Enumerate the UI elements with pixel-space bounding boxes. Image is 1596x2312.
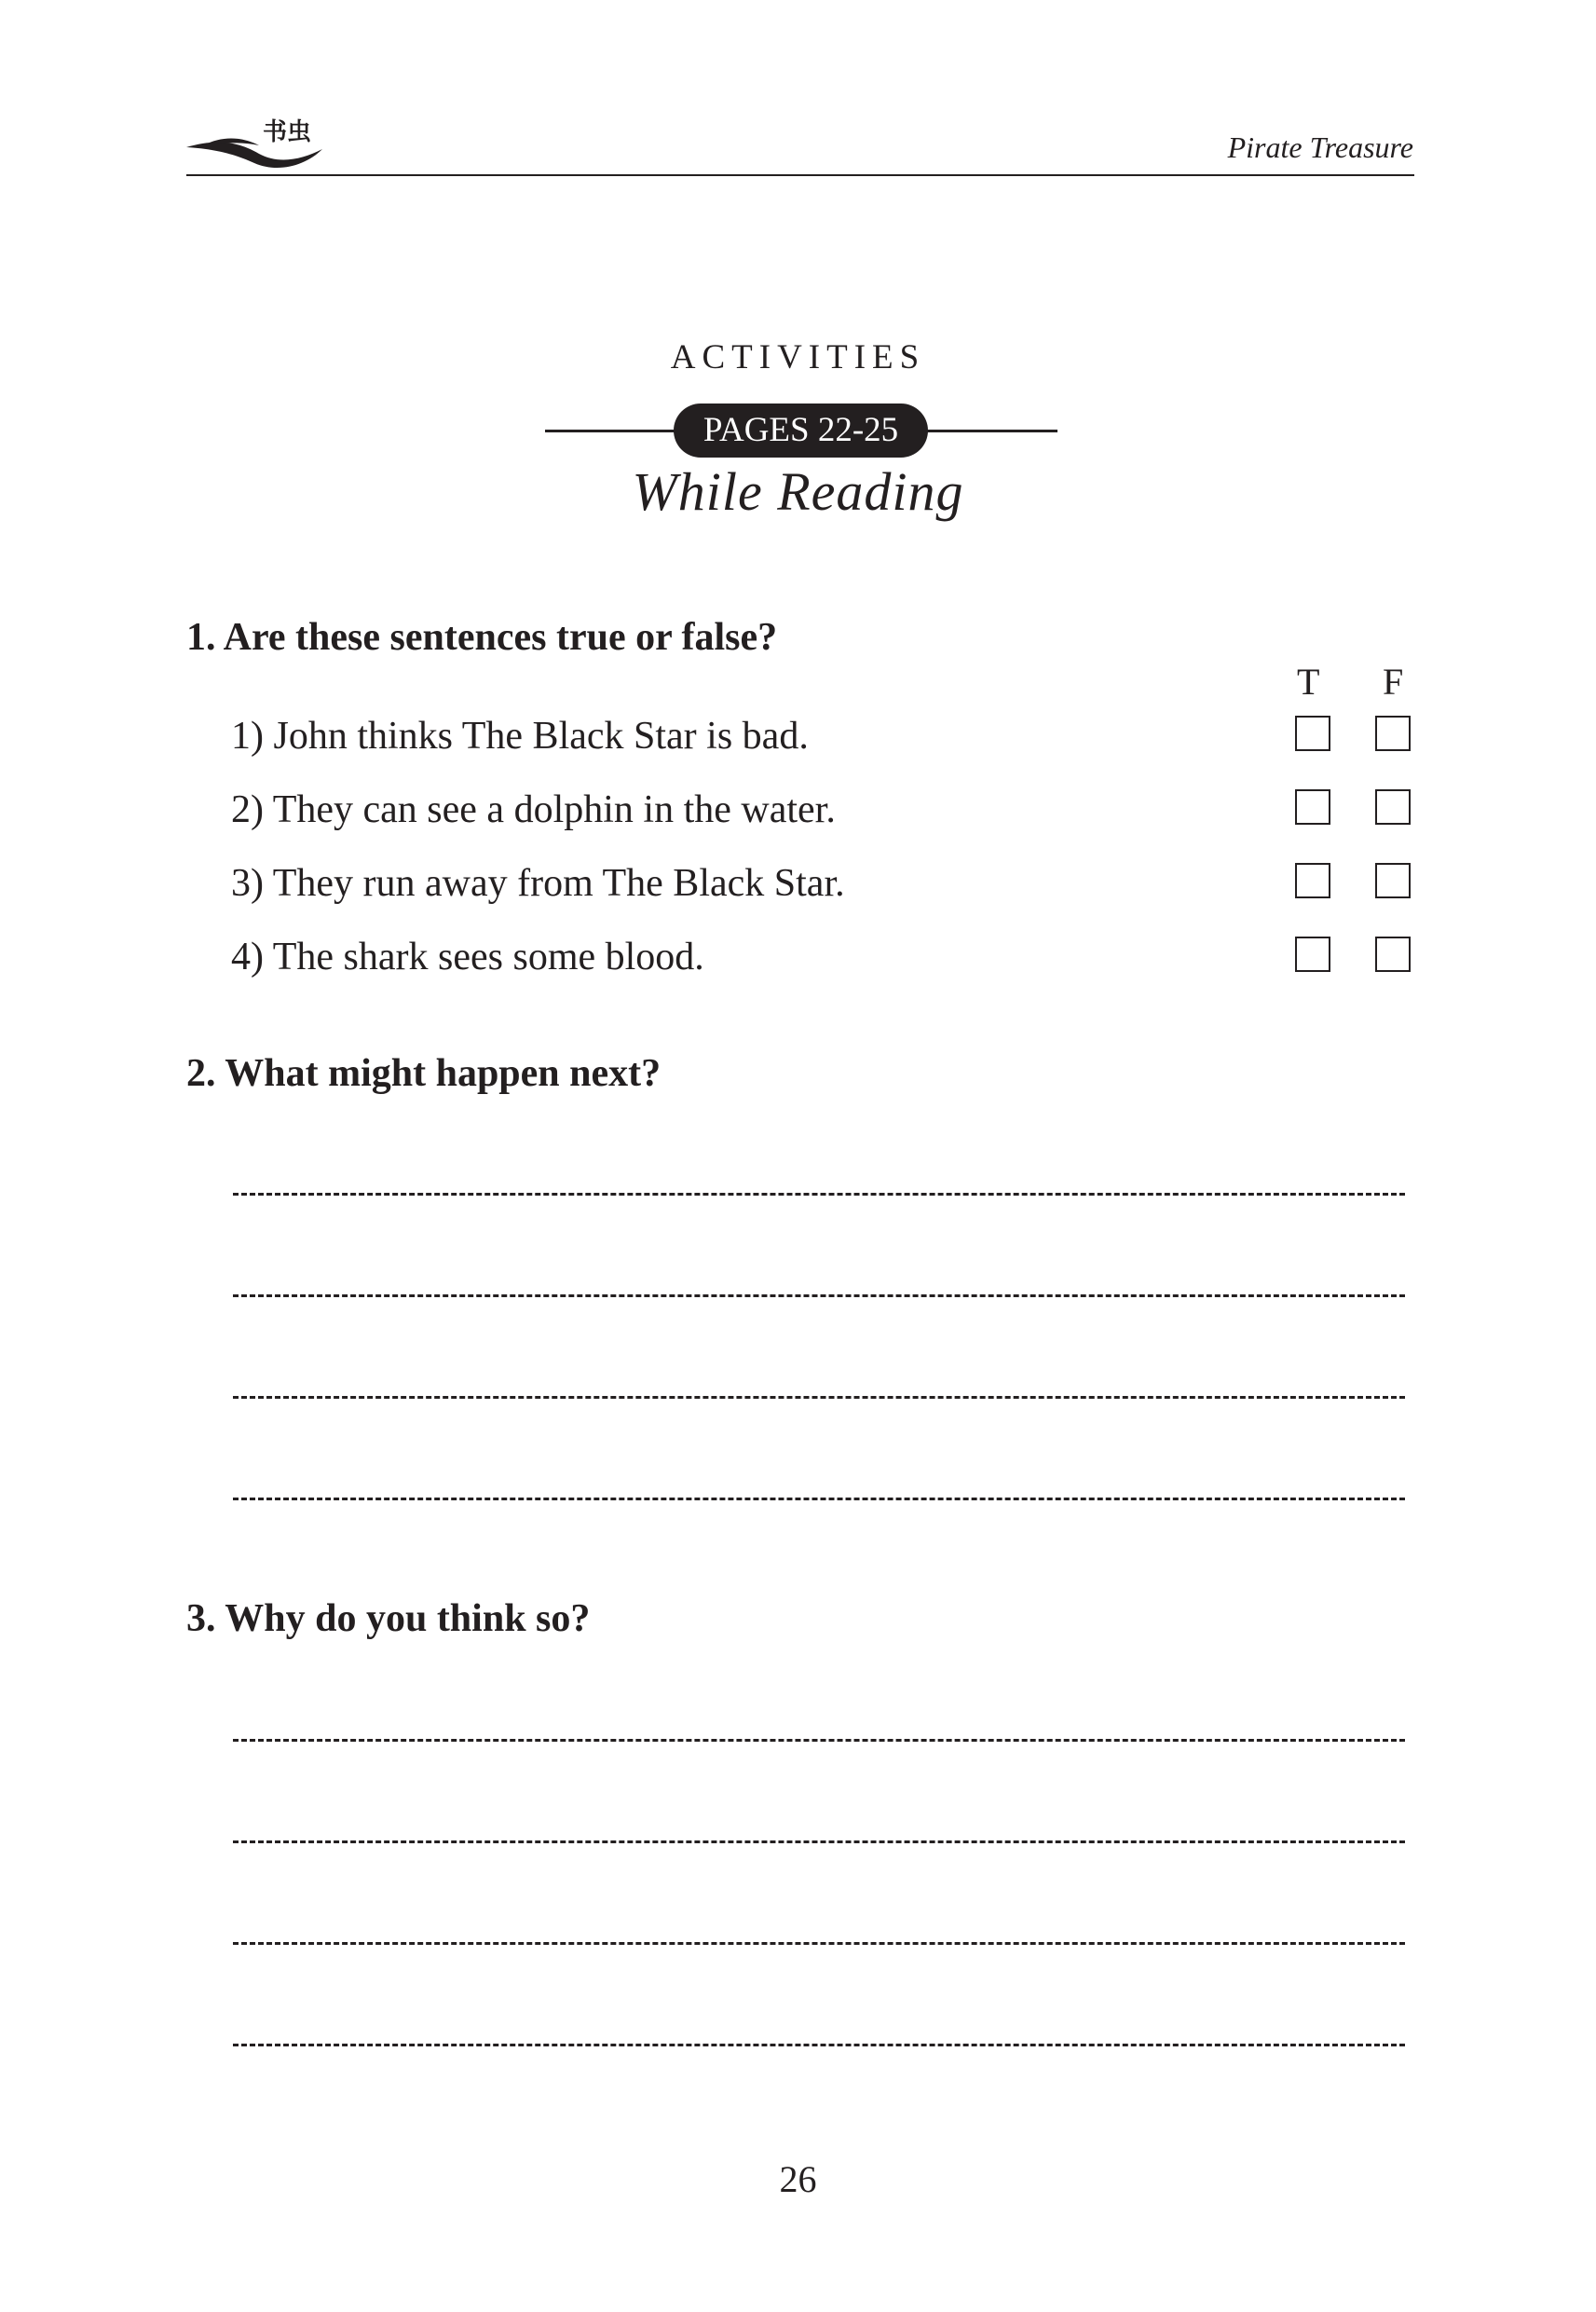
book-title: Pirate Treasure (1227, 130, 1413, 164)
question-3-title: 3. Why do you think so? (186, 1597, 591, 1640)
pages-badge: PAGES 22-25 (674, 404, 928, 458)
false-column-label: F (1383, 661, 1404, 703)
pages-rule-right (922, 430, 1057, 432)
statement-4: 4) The shark sees some blood. (231, 936, 704, 978)
question-2-title: 2. What might happen next? (186, 1052, 662, 1095)
q3-answer-line-1[interactable] (233, 1739, 1405, 1742)
page-number: 26 (779, 2158, 817, 2200)
q3-answer-line-3[interactable] (233, 1942, 1405, 1945)
q2-answer-line-2[interactable] (233, 1294, 1405, 1297)
true-column-label: T (1297, 661, 1320, 703)
statement-3-true-checkbox[interactable] (1295, 863, 1330, 898)
statement-1-false-checkbox[interactable] (1375, 716, 1411, 751)
statement-4-false-checkbox[interactable] (1375, 937, 1411, 972)
statement-1-true-checkbox[interactable] (1295, 716, 1330, 751)
activities-heading: ACTIVITIES (670, 338, 926, 376)
statement-1: 1) John thinks The Black Star is bad. (231, 715, 809, 758)
q3-answer-line-4[interactable] (233, 2044, 1405, 2046)
pages-rule-left (545, 430, 680, 432)
statement-4-true-checkbox[interactable] (1295, 937, 1330, 972)
logo-text: 书虫 (263, 118, 312, 146)
section-subtitle: While Reading (632, 461, 964, 522)
statement-3-false-checkbox[interactable] (1375, 863, 1411, 898)
statement-3: 3) They run away from The Black Star. (231, 862, 845, 905)
q2-answer-line-3[interactable] (233, 1396, 1405, 1399)
question-1-title: 1. Are these sentences true or false? (186, 616, 778, 659)
statement-2-false-checkbox[interactable] (1375, 789, 1411, 825)
q3-answer-line-2[interactable] (233, 1840, 1405, 1843)
bookworm-wave-logo-icon (184, 112, 324, 177)
q2-answer-line-1[interactable] (233, 1193, 1405, 1196)
header-divider (186, 174, 1414, 176)
statement-2-true-checkbox[interactable] (1295, 789, 1330, 825)
statement-2: 2) They can see a dolphin in the water. (231, 788, 836, 831)
q2-answer-line-4[interactable] (233, 1498, 1405, 1500)
